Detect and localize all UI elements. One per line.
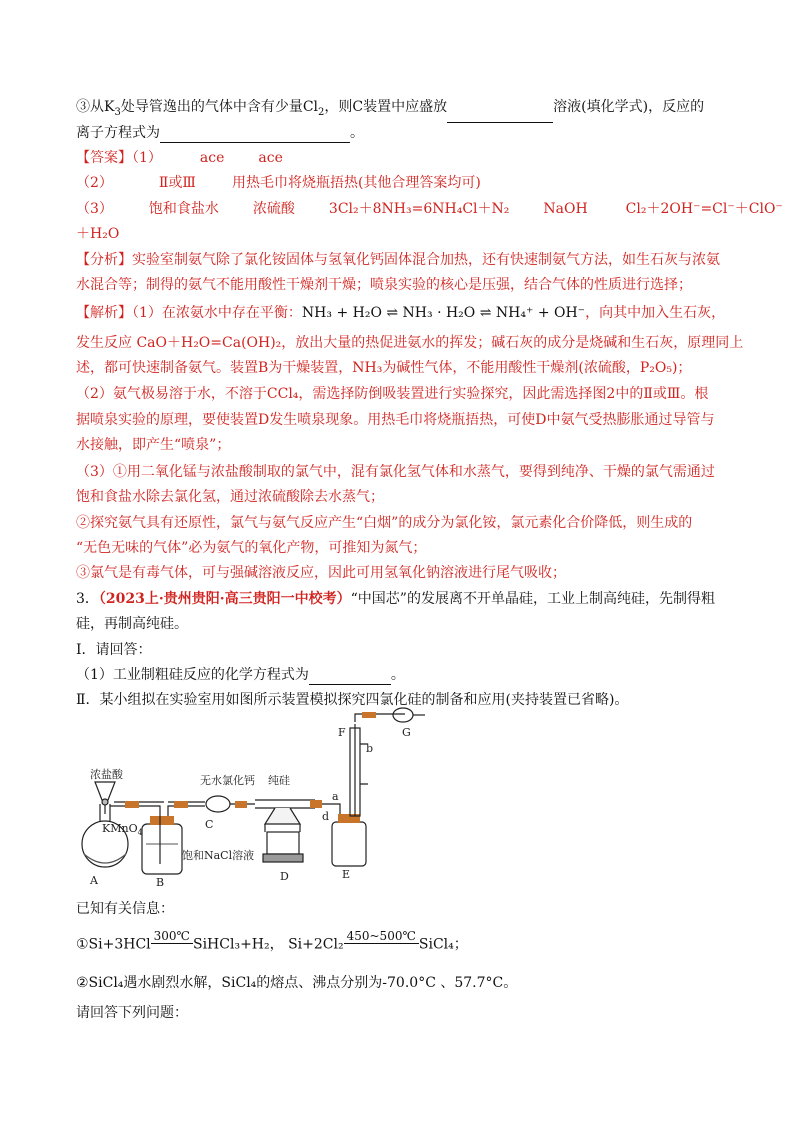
- answer-line-1: 【答案】（1） ace ace: [76, 150, 283, 166]
- drying-tube-c: [206, 796, 230, 812]
- label-d: D: [280, 870, 289, 883]
- label-a: A: [90, 874, 98, 887]
- burner-flame: [265, 808, 300, 824]
- answer-line-4: ＋H₂O: [76, 226, 120, 242]
- tube-connector: [125, 801, 139, 808]
- label-si: 纯硅: [268, 774, 290, 787]
- explain-line-2: 发生反应 CaO＋H₂O=Ca(OH)₂，放出大量的热促进氨水的挥发；碱石灰的成分是烧碱和生石灰，原理同上: [76, 335, 744, 351]
- explain-line-5: 据喷泉实验的原理，要使装置D发生喷泉现象。用热毛巾将烧瓶捂热，可使D中氨气受热膨胀通过导管与: [76, 412, 715, 428]
- explain-line-11: ③氯气是有毒气体，可与强碱溶液反应，因此可用氢氧化钠溶液进行尾气吸收；: [76, 565, 566, 581]
- label-kmno4: KMnO$_4$: [102, 822, 143, 837]
- info-line-2: ②SiCl₄遇水剧烈水解，SiCl₄的熔点、沸点分别为-70.0°C 、57.7°C。: [76, 975, 518, 991]
- question-part-1-q: （1）工业制粗硅反应的化学方程式为 。: [76, 667, 405, 683]
- apparatus-diagram: [70, 704, 440, 896]
- label-d-small: d: [322, 810, 330, 823]
- question-part-1: Ⅰ．请回答：: [76, 642, 152, 658]
- info-equations: ①Si+3HCl 300℃ SiHCl₃+H₂， Si+2Cl₂ 450~500℃ SiCl₄；: [76, 929, 468, 953]
- explain-line-8: 饱和食盐水除去氯化氢，通过浓硫酸除去水蒸气；: [76, 489, 384, 505]
- label-b-small: b: [366, 742, 374, 755]
- bottle-e: [332, 822, 366, 866]
- equilibrium-equation: NH₃ + H₂O ⇌ NH₃ · H₂O ⇌ NH₄⁺ + OH⁻: [301, 305, 586, 321]
- label-hcl: 浓盐酸: [90, 768, 123, 781]
- analysis-line-2: 水混合等；制得的氨气不能用酸性干燥剂干燥；喷泉实验的核心是压强，结合气体的性质进行选择；: [76, 277, 692, 293]
- dropping-funnel: [95, 782, 115, 800]
- question-line: ③从$K_3$处导管逸出的气体中含有少量$Cl_2$，则C装置中应盛放 溶液(填化学式)，反应的: [76, 97, 740, 123]
- info-line-3: 请回答下列问题：: [76, 1005, 188, 1021]
- explain-line-6: 水接触，即产生“喷泉”；: [76, 437, 231, 453]
- answer-blank: [447, 106, 553, 123]
- answer-blank: [160, 126, 350, 143]
- explain-line-3: 述，都可快速制备氨气。装置B为干燥装置，NH₃为碱性气体，不能用酸性干燥剂(浓硫酸，P₂O₅)；: [76, 360, 692, 376]
- label-c: C: [205, 818, 214, 831]
- label-b: B: [156, 876, 165, 889]
- label-a-small: a: [332, 790, 339, 803]
- explain-line-7: （3）①用二氧化锰与浓盐酸制取的氯气中，混有氯化氢气体和水蒸气，要得到纯净、干燥的氯气需通过: [76, 464, 715, 480]
- label-cacl: 无水氯化钙: [200, 774, 255, 787]
- question-line: 硅，再制高纯硅。: [76, 616, 188, 632]
- question-part-2: Ⅱ．某小组拟在实验室用如图所示装置模拟探究四氯化硅的制备和应用(夹持装置已省略)。: [76, 692, 629, 708]
- answer-line-2: （2） Ⅱ或Ⅲ 用热毛巾将烧瓶捂热(其他合理答案均可): [76, 175, 481, 191]
- explain-line-10: “无色无味的气体”必为氨气的氧化产物，可推知为氮气；: [76, 540, 427, 556]
- explain-line-4: （2）氨气极易溶于水，不溶于CCl₄，需选择防倒吸装置进行实验探究，因此需选择图2中的Ⅱ或Ⅲ。根: [76, 386, 709, 402]
- label-g: G: [402, 726, 411, 739]
- question-source: （2023上·贵州贵阳·高三贵阳一中校考）: [98, 591, 351, 607]
- bottle-b: [142, 824, 182, 874]
- answer-label: 【答案】: [76, 150, 132, 166]
- question-3-header: 3．（2023上·贵州贵阳·高三贵阳一中校考）“中国芯”的发展离不开单晶硅，工业上制高纯硅，先制得粗: [76, 591, 715, 607]
- question-line: 离子方程式为 。: [76, 125, 364, 141]
- info-title: 已知有关信息：: [76, 901, 174, 917]
- label-nacl: 饱和NaCl溶液: [182, 849, 255, 862]
- analysis-line-1: 【分析】实验室制氨气除了氯化铵固体与氢氧化钙固体混合加热，还有快速制氨气方法，如生石灰与浓氨: [76, 252, 720, 268]
- answer-blank: [309, 668, 391, 685]
- explain-line-1: 【解析】（1）在浓氨水中存在平衡：NH₃ + H₂O ⇌ NH₃ · H₂O ⇌ NH₄⁺ + OH⁻，向其中加入生石灰，: [76, 305, 726, 321]
- label-f: F: [338, 726, 346, 739]
- drying-tube-g: [393, 708, 413, 722]
- label-e: E: [342, 868, 351, 881]
- answer-line-3: （3） 饱和食盐水 浓硫酸 3Cl₂＋8NH₃=6NH₄Cl＋N₂ NaOH Cl₂＋2OH⁻=Cl⁻＋ClO⁻: [76, 201, 783, 217]
- explain-line-9: ②探究氨气具有还原性，氯气与氨气反应产生“白烟”的成分为氯化铵，氯元素化合价降低，则生成的: [76, 515, 693, 531]
- burner-d: [267, 832, 299, 854]
